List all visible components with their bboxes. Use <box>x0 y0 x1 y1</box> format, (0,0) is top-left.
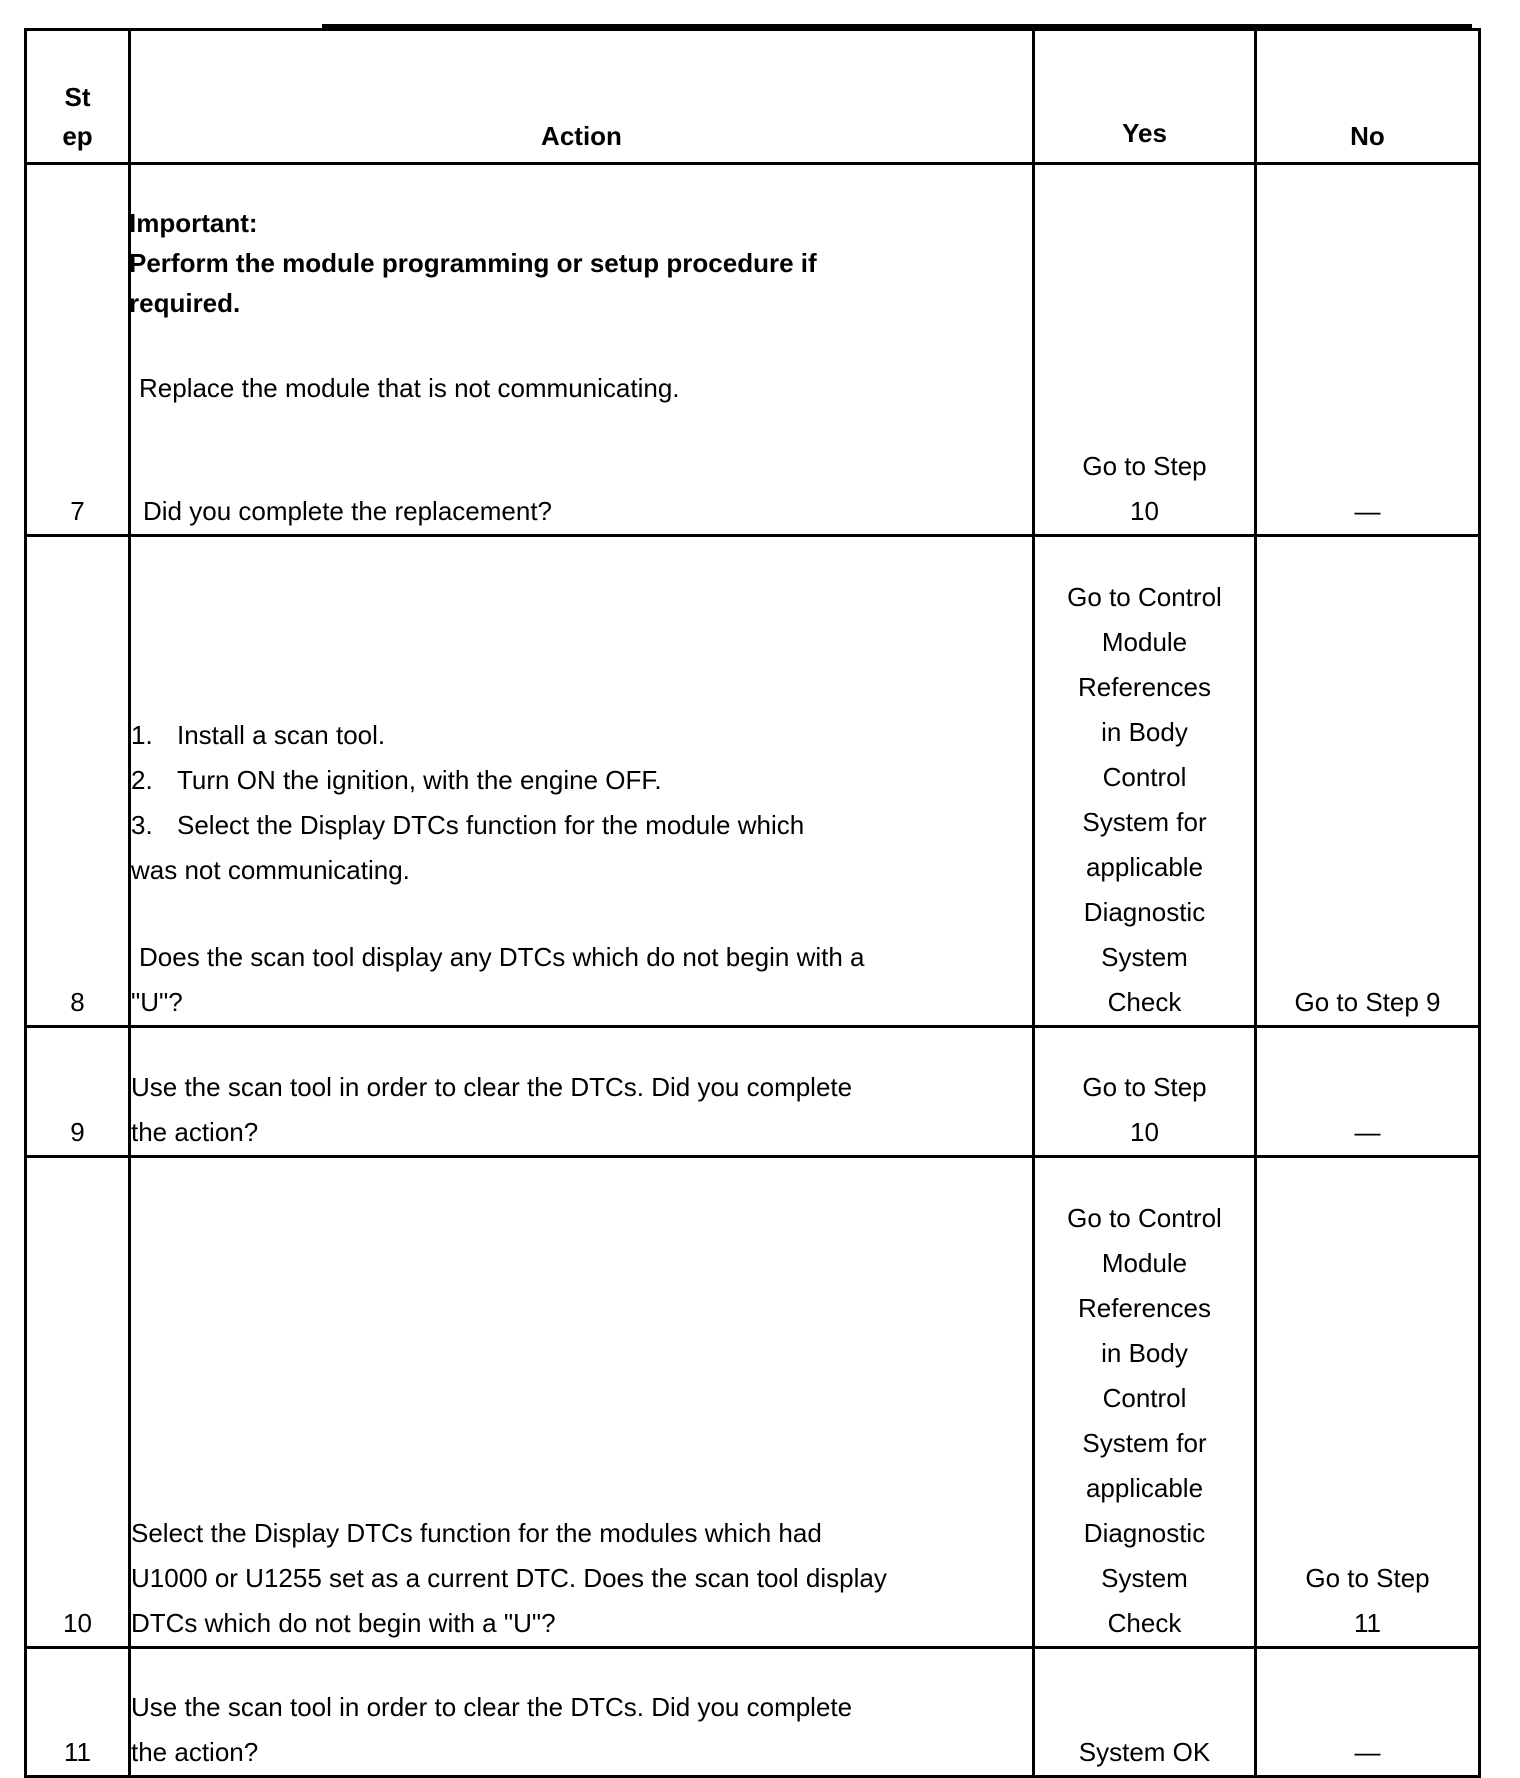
table-row <box>26 536 1480 1027</box>
header-step-line1: St <box>64 82 91 112</box>
step-number: 11 <box>26 1648 130 1777</box>
action-cell <box>130 1648 1034 1777</box>
yes-line: Go to Control <box>1067 1203 1222 1233</box>
yes-line-2: 10 <box>1130 496 1159 526</box>
action-text-3: DTCs which do not begin with a "U"? <box>131 1608 556 1638</box>
diagnostic-table <box>24 28 1481 1778</box>
action-text-2: the action? <box>131 1117 259 1147</box>
header-yes: Yes <box>1034 30 1256 164</box>
yes-cell <box>1034 1157 1256 1648</box>
no-cell: — <box>1256 164 1480 536</box>
action-cell <box>130 536 1034 1027</box>
header-step <box>26 30 130 164</box>
step-number: 7 <box>26 164 130 536</box>
list-item-continuation: was not communicating. <box>131 855 410 885</box>
no-line-2: 11 <box>1354 1608 1381 1638</box>
header-step-line2: ep <box>62 121 93 151</box>
yes-line: System for <box>1082 807 1207 837</box>
yes-line: Control <box>1102 1383 1187 1413</box>
yes-line: Control <box>1102 762 1187 792</box>
yes-line-1: Go to Step <box>1082 1072 1207 1102</box>
table-header-row <box>26 30 1480 164</box>
header-action: Action <box>130 30 1034 164</box>
important-text-2: required. <box>129 288 241 318</box>
yes-line: applicable <box>1085 852 1204 882</box>
no-cell: — <box>1256 1648 1480 1777</box>
list-item: 2. Turn ON the ignition, with the engine OFF. <box>131 765 662 795</box>
action-text-1: Use the scan tool in order to clear the DTCs. Did you complete <box>131 1072 853 1102</box>
no-cell: — <box>1256 1027 1480 1157</box>
no-line-1: Go to Step <box>1305 1563 1430 1593</box>
step-number: 8 <box>26 536 130 1027</box>
important-text-1: Perform the module programming or setup procedure if <box>129 248 817 278</box>
yes-cell <box>1034 536 1256 1027</box>
yes-line-2: 10 <box>1130 1117 1159 1147</box>
yes-line: in Body <box>1101 717 1188 747</box>
yes-line: Check <box>1107 987 1182 1017</box>
yes-line: Go to Control <box>1067 582 1222 612</box>
yes-line-1: Go to Step <box>1082 451 1207 481</box>
table-row <box>26 164 1480 536</box>
yes-line: Module <box>1101 627 1188 657</box>
question-text-1: Does the scan tool display any DTCs which do not begin with a <box>139 942 865 972</box>
header-no: No <box>1256 30 1480 164</box>
yes-line: References <box>1078 1293 1211 1323</box>
yes-line: System for <box>1082 1428 1207 1458</box>
yes-line: Check <box>1107 1608 1182 1638</box>
yes-line: System <box>1101 1563 1188 1593</box>
action-cell <box>130 1157 1034 1648</box>
list-item: 3. Select the Display DTCs function for the module which <box>131 810 805 840</box>
yes-line: applicable <box>1085 1473 1204 1503</box>
no-cell: Go to Step 9 <box>1256 536 1480 1027</box>
yes-line: Module <box>1101 1248 1188 1278</box>
yes-cell <box>1034 1027 1256 1157</box>
action-text-1: Select the Display DTCs function for the modules which had <box>131 1518 822 1548</box>
question-text: Did you complete the replacement? <box>143 496 553 526</box>
yes-line: Diagnostic <box>1083 1518 1206 1548</box>
action-text: Replace the module that is not communicating. <box>139 373 680 403</box>
action-cell <box>130 1027 1034 1157</box>
question-text-2: "U"? <box>131 987 183 1017</box>
step-number: 9 <box>26 1027 130 1157</box>
no-cell <box>1256 1157 1480 1648</box>
table-row <box>26 1157 1480 1648</box>
list-item: 1. Install a scan tool. <box>131 720 386 750</box>
yes-line: References <box>1078 672 1211 702</box>
yes-line: System <box>1101 942 1188 972</box>
yes-line: in Body <box>1101 1338 1188 1368</box>
table-row <box>26 1027 1480 1157</box>
important-label: Important: <box>129 208 258 238</box>
yes-cell <box>1034 164 1256 536</box>
action-cell <box>130 164 1034 536</box>
yes-line: Diagnostic <box>1083 897 1206 927</box>
yes-cell: System OK <box>1034 1648 1256 1777</box>
action-text-1: Use the scan tool in order to clear the DTCs. Did you complete <box>131 1692 853 1722</box>
action-text-2: U1000 or U1255 set as a current DTC. Does the scan tool display <box>131 1563 887 1593</box>
action-text-2: the action? <box>131 1737 259 1767</box>
table-row <box>26 1648 1480 1777</box>
step-number: 10 <box>26 1157 130 1648</box>
